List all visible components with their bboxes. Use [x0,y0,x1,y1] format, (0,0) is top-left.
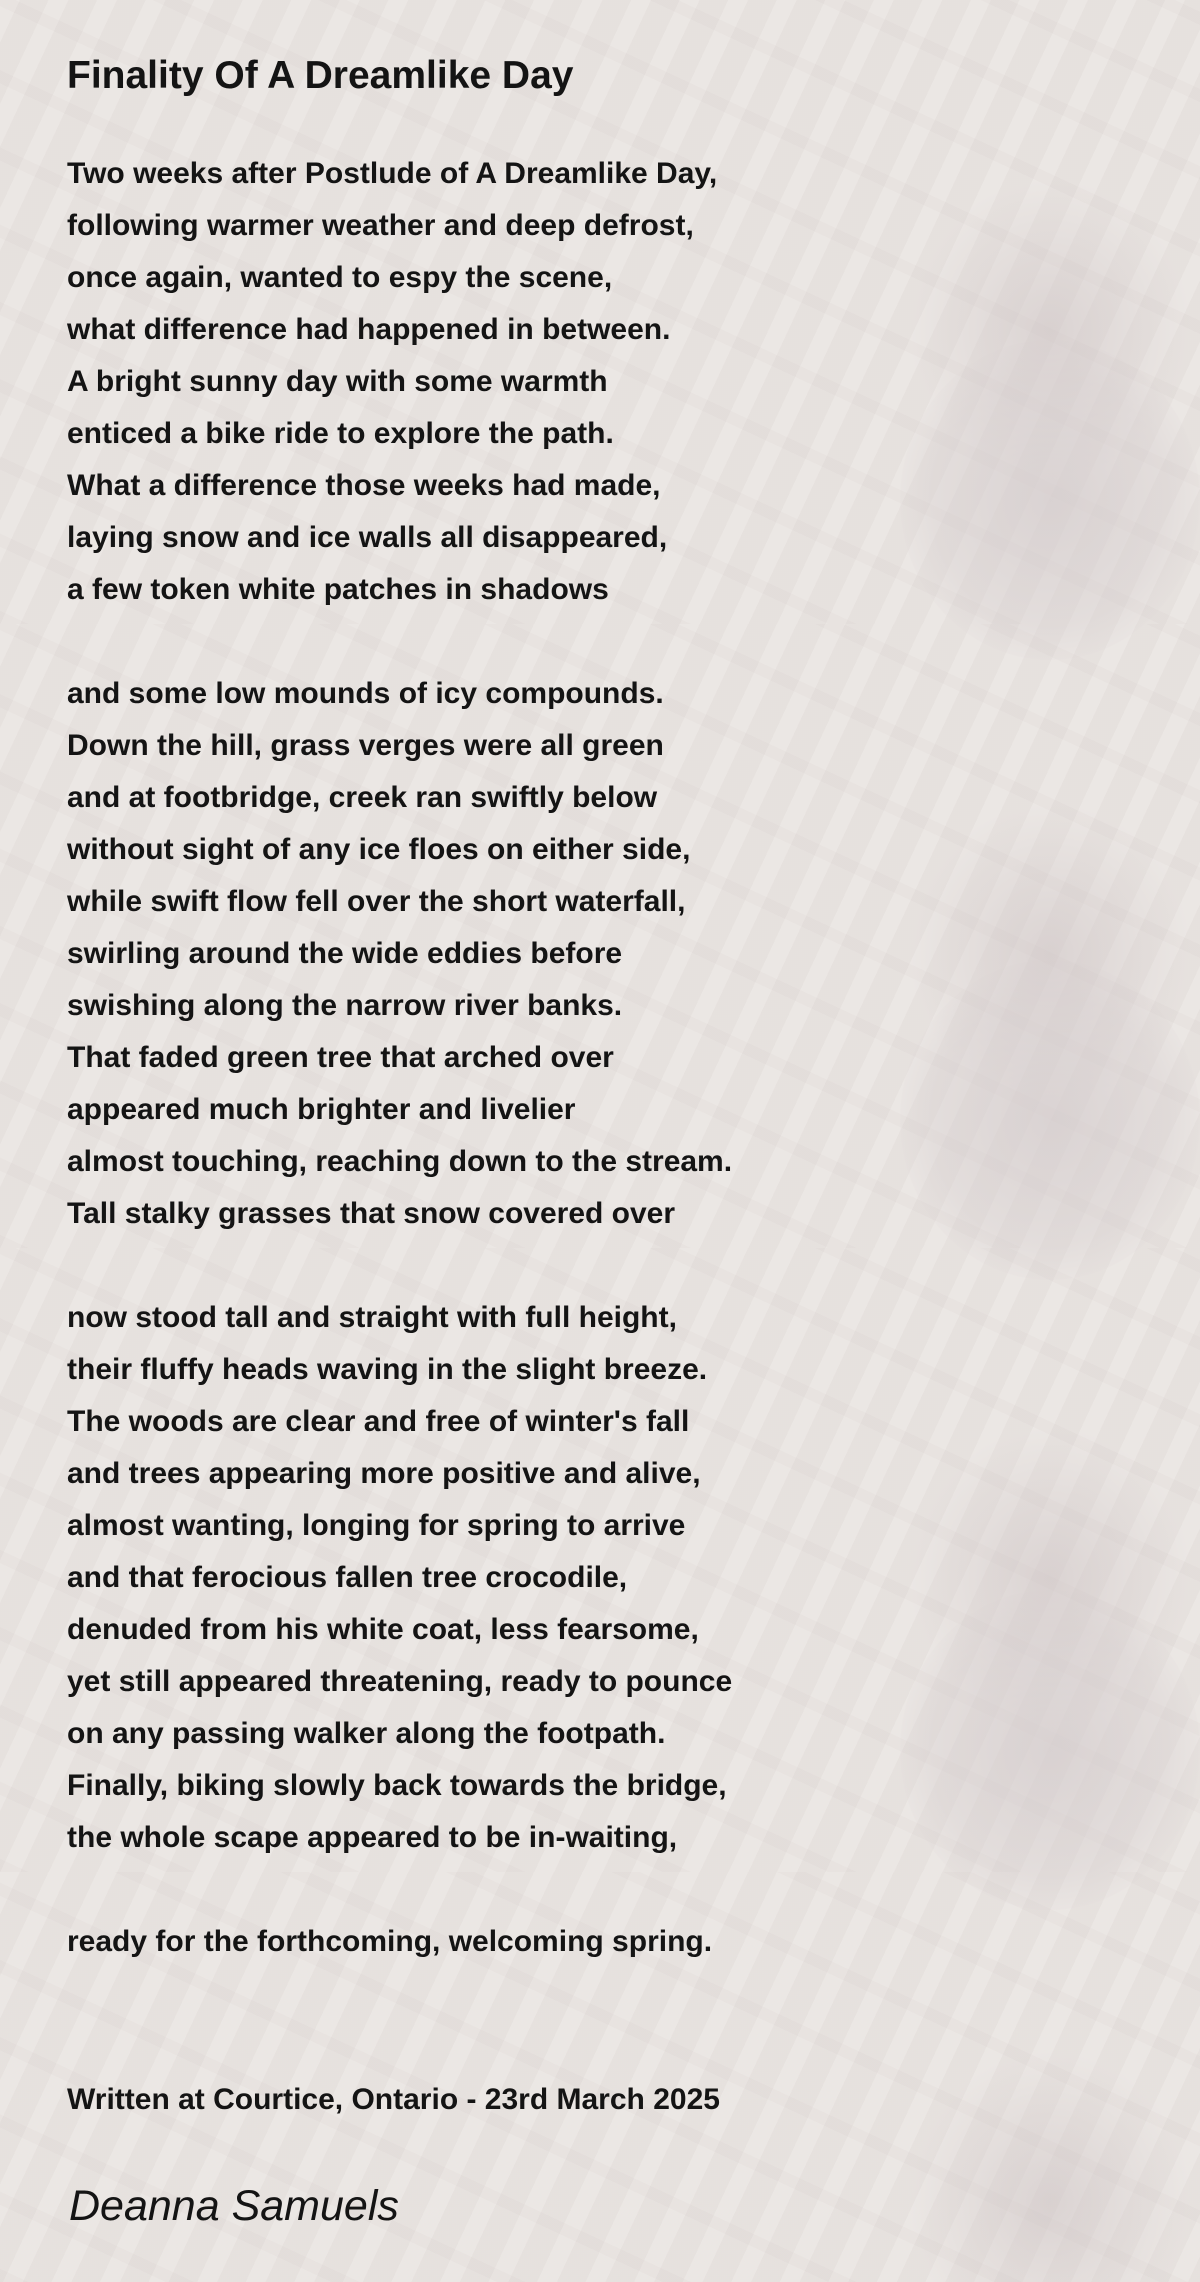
poem-line: A bright sunny day with some warmth [67,365,608,398]
poem-line: almost wanting, longing for spring to arrive [67,1509,686,1542]
poem-stanza [67,1916,1067,1968]
poem-line: laying snow and ice walls all disappeared, [67,521,668,554]
poem-line: almost touching, reaching down to the stream. [67,1145,733,1178]
poem-line: Tall stalky grasses that snow covered over [67,1197,676,1230]
poem-line: That faded green tree that arched over [67,1041,614,1074]
poem-title: Finality Of A Dreamlike Day [67,54,574,97]
poem-line: What a difference those weeks had made, [67,469,661,502]
poem-author: Deanna Samuels [69,2182,399,2230]
poem-line: Down the hill, grass verges were all green [67,729,664,762]
poem-line: The woods are clear and free of winter's fall [67,1405,690,1438]
poem-line: their fluffy heads waving in the slight breeze. [67,1353,708,1386]
poem-line: yet still appeared threatening, ready to pounce [67,1665,733,1698]
poem-line: swirling around the wide eddies before [67,937,623,970]
poem-note: Written at Courtice, Ontario - 23rd March 2025 [67,2083,720,2116]
poem-line: and some low mounds of icy compounds. [67,677,664,710]
poem-line: following warmer weather and deep defrost, [67,209,694,242]
poem-line: ready for the forthcoming, welcoming spring. [67,1925,713,1958]
poem-body [67,148,1067,2020]
poem-line: denuded from his white coat, less fearsome, [67,1613,699,1646]
poem-line: Finally, biking slowly back towards the bridge, [67,1769,727,1802]
poem-line: what difference had happened in between. [67,313,671,346]
poem-line: while swift flow fell over the short waterfall, [67,885,686,918]
poem-line: once again, wanted to espy the scene, [67,261,613,294]
poem-line: and trees appearing more positive and alive, [67,1457,701,1490]
poem-stanza [67,1292,1067,1864]
poem-line: appeared much brighter and livelier [67,1093,576,1126]
poem-line: the whole scape appeared to be in-waiting, [67,1821,678,1854]
poem-line: a few token white patches in shadows [67,573,609,606]
poem-line: and that ferocious fallen tree crocodile, [67,1561,628,1594]
poem-line: on any passing walker along the footpath. [67,1717,666,1750]
poem-stanza [67,668,1067,1240]
poem-line: swishing along the narrow river banks. [67,989,623,1022]
poem-line: enticed a bike ride to explore the path. [67,417,614,450]
poem-line: without sight of any ice floes on either side, [67,833,691,866]
poem-line: and at footbridge, creek ran swiftly below [67,781,658,814]
poem-line: now stood tall and straight with full height, [67,1301,677,1334]
poem-stanza [67,148,1067,616]
poem-line: Two weeks after Postlude of A Dreamlike Day, [67,157,718,190]
